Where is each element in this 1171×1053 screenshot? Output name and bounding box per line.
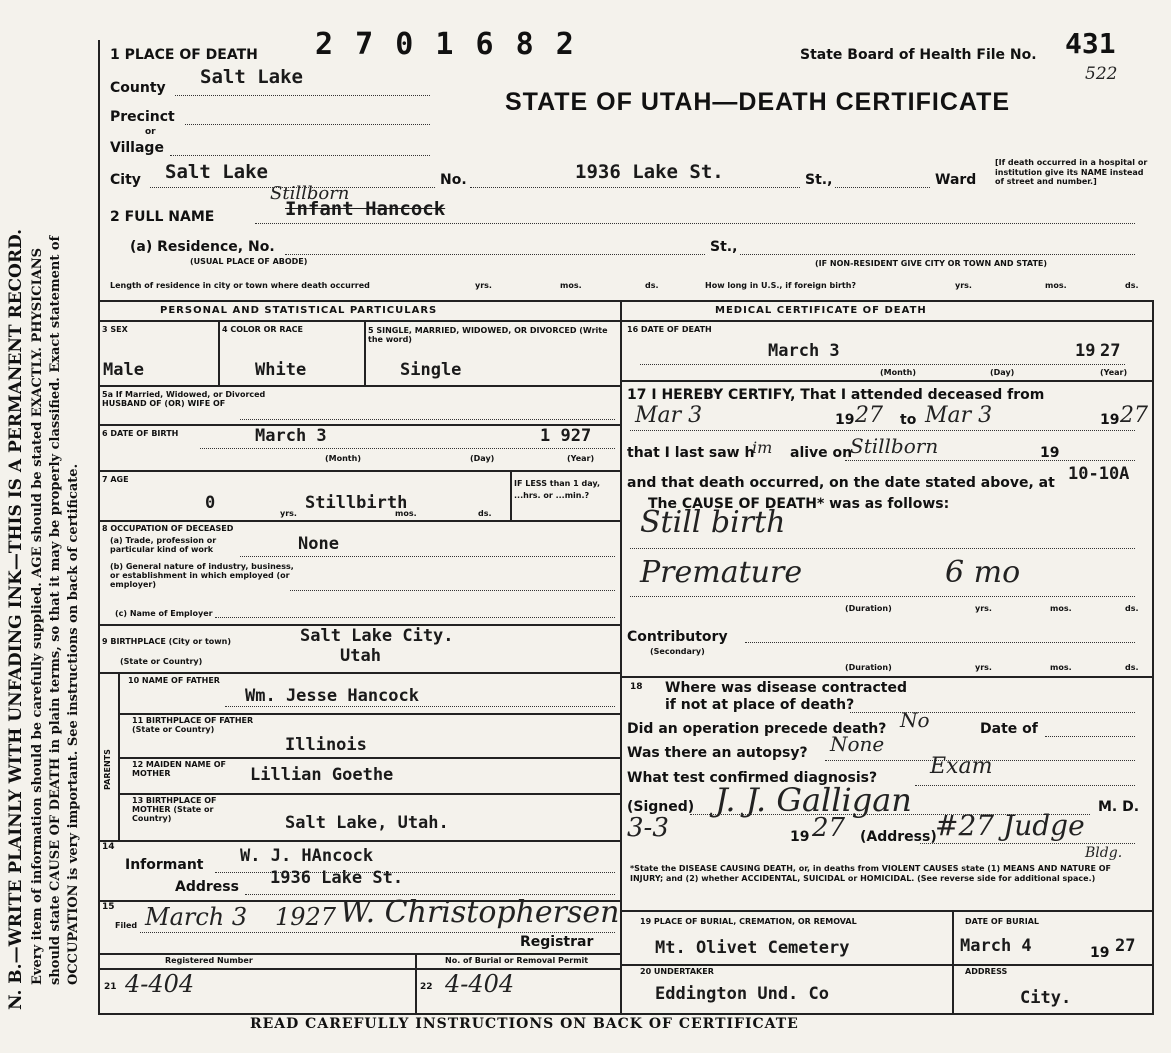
age-value: 0	[205, 493, 216, 513]
filed-year: 1927	[275, 903, 337, 931]
father-name: Wm. Jesse Hancock	[245, 686, 419, 706]
operation-value: No	[900, 708, 930, 732]
county-label: County	[110, 80, 166, 96]
informant-number: 14	[102, 842, 115, 852]
parents-tag: PARENTS	[103, 749, 112, 790]
county-value: Salt Lake	[200, 66, 303, 88]
father-birthplace-label: 11 BIRTHPLACE OF FATHER (State or Country)	[132, 716, 254, 735]
medical-heading: MEDICAL CERTIFICATE OF DEATH	[715, 305, 927, 316]
undertaker-address-label: ADDRESS	[965, 967, 1008, 976]
filed-number: 15	[102, 902, 115, 912]
death-year: 27	[1100, 341, 1121, 361]
md-label: M. D.	[1098, 799, 1140, 815]
autopsy-value: None	[830, 732, 885, 756]
informant-address: 1936 Lake St.	[270, 868, 404, 888]
attended-from-19: 19	[835, 412, 855, 428]
cause-duration-months: 6 mo	[945, 555, 1021, 590]
duration-mos-2: mos.	[1050, 663, 1072, 672]
residence-yrs: yrs.	[475, 281, 492, 290]
filed-date: March 3	[145, 903, 248, 931]
file-number: 431	[1065, 27, 1116, 60]
city-label: City	[110, 172, 141, 188]
dob-month-caption: (Month)	[325, 454, 361, 463]
attended-from-year: 27	[855, 403, 883, 428]
signed-year-prefix: 19	[790, 829, 810, 845]
file-no-label: State Board of Health File No.	[800, 47, 1037, 63]
date-of-label: Date of	[980, 721, 1038, 737]
burial-permit-label: No. of Burial or Removal Permit	[445, 956, 589, 965]
undertaker-address: City.	[1020, 988, 1072, 1008]
attended-to-year: 27	[1120, 403, 1148, 428]
signed-label: (Signed)	[627, 799, 695, 815]
death-year-prefix: 19	[1075, 341, 1096, 361]
duration-label-1: (Duration)	[845, 604, 892, 613]
q18-number: 18	[630, 682, 643, 692]
full-name-label: 2 FULL NAME	[110, 209, 215, 225]
or-label: or	[145, 127, 156, 137]
burial-date-label: DATE OF BURIAL	[965, 917, 1039, 926]
test-value: Exam	[930, 754, 993, 779]
duration-ds-1: ds.	[1125, 604, 1139, 613]
residence-mos: mos.	[560, 281, 582, 290]
sex-value: Male	[103, 360, 144, 380]
burial-permit-number: 4-404	[445, 970, 515, 998]
death-month-caption: (Month)	[880, 368, 916, 377]
section-divider	[98, 300, 1154, 302]
street-st-label: St.,	[805, 172, 833, 188]
secondary-label: (Secondary)	[650, 647, 705, 656]
ward-note: [If death occurred in a hospital or institution give its NAME instead of street and number.]	[995, 158, 1148, 187]
physician-address-label: (Address)	[860, 829, 937, 845]
duration-label-2: (Duration)	[845, 663, 892, 672]
burial-place-label: 19 PLACE OF BURIAL, CREMATION, OR REMOVAL	[640, 917, 857, 926]
dob-label: 6 DATE OF BIRTH	[102, 429, 179, 438]
ward-label: Ward	[935, 172, 977, 188]
mother-birthplace-label: 13 BIRTHPLACE OF MOTHER (State or Country)	[132, 796, 217, 824]
last-saw-fill: im	[752, 438, 773, 457]
us-yrs: yrs.	[955, 281, 972, 290]
length-of-residence-label: Length of residence in city or town where death occurred	[110, 281, 370, 290]
duration-yrs-1: yrs.	[975, 604, 992, 613]
birthplace-label: 9 BIRTHPLACE (City or town)	[102, 637, 232, 646]
form-bottom-border	[98, 1013, 1154, 1015]
cause-secondary: Premature	[640, 555, 803, 590]
nonresident-note: (IF NON-RESIDENT GIVE CITY OR TOWN AND STATE)	[815, 259, 1048, 268]
contracted-label: Where was disease contracted	[665, 680, 907, 696]
us-ds: ds.	[1125, 281, 1139, 290]
father-birthplace: Illinois	[285, 735, 367, 755]
operation-label: Did an operation precede death?	[627, 721, 887, 737]
signed-year: 27	[812, 813, 846, 843]
death-day-caption: (Day)	[990, 368, 1015, 377]
margin-instructions-1: Every item of information should be carefully supplied. AGE should be stated EXACTLY. PHYSICIANS	[30, 247, 45, 985]
full-name-correction: Stillborn	[270, 183, 350, 204]
attended-from-date: Mar 3	[635, 403, 703, 428]
age-ds: ds.	[478, 509, 492, 518]
informant-label: Informant	[125, 857, 204, 873]
less-than-day: IF LESS than 1 day, ...hrs. or ...min.?	[514, 479, 600, 500]
date-of-death-label: 16 DATE OF DEATH	[627, 325, 712, 334]
age-stillbirth: Stillbirth	[305, 493, 408, 513]
residence-ds: ds.	[645, 281, 659, 290]
age-mos: mos.	[395, 509, 417, 518]
city-value: Salt Lake	[165, 161, 268, 183]
duration-yrs-2: yrs.	[975, 663, 992, 672]
cause-footnote: *State the DISEASE CAUSING DEATH, or, in deaths from VIOLENT CAUSES state (1) MEANS AND NATURE OF INJURY; and (2) whether ACCIDENTAL, SUICIDAL or HOMICIDAL. (See reverse side for additional space.)	[630, 864, 1112, 884]
street-address-value: 1936 Lake St.	[575, 161, 724, 183]
burial-year-prefix: 19	[1090, 945, 1110, 961]
alive-on-label: alive on	[790, 445, 853, 461]
birthplace-state-label: (State or Country)	[120, 657, 203, 666]
death-year-caption: (Year)	[1100, 368, 1128, 377]
mother-birthplace: Salt Lake, Utah.	[285, 813, 449, 833]
certificate-number: 2 7 0 1 6 8 2	[315, 27, 576, 62]
age-yrs: yrs.	[280, 509, 297, 518]
birthplace-city: Salt Lake City.	[300, 626, 454, 646]
dob-value: March 3	[255, 426, 327, 446]
residence-sublabel: (USUAL PLACE OF ABODE)	[190, 257, 308, 266]
registered-number: 4-404	[125, 970, 195, 998]
personal-heading: PERSONAL AND STATISTICAL PARTICULARS	[160, 305, 438, 316]
birthplace-state: Utah	[340, 646, 381, 666]
last-saw-stillborn: Stillborn	[850, 434, 939, 458]
autopsy-label: Was there an autopsy?	[627, 745, 808, 761]
burial-place: Mt. Olivet Cemetery	[655, 938, 850, 958]
occupation-b-label: (b) General nature of industry, business, or establishment in which employed (or employer)	[110, 562, 294, 590]
attended-to-date: Mar 3	[925, 403, 993, 428]
physician-signature: J. J. Galligan	[715, 781, 912, 819]
dob-year: 1 927	[540, 426, 592, 446]
form-left-border	[98, 40, 100, 1015]
cause-label: The CAUSE OF DEATH* was as follows:	[648, 496, 950, 512]
us-residence-label: How long in U.S., if foreign birth?	[705, 281, 857, 290]
residence-st-label: St.,	[710, 239, 738, 255]
burial-date: March 4	[960, 936, 1032, 956]
margin-instructions-3: OCCUPATION is very important. See instructions on back of certificate.	[66, 463, 81, 985]
mother-name: Lillian Goethe	[250, 765, 394, 785]
dob-day-caption: (Day)	[470, 454, 495, 463]
certificate-title: STATE OF UTAH—DEATH CERTIFICATE	[505, 88, 1011, 116]
informant-value: W. J. HAncock	[240, 846, 374, 866]
marital-value: Single	[400, 360, 462, 380]
sex-label: 3 SEX	[102, 325, 128, 334]
employer-label: (c) Name of Employer	[115, 609, 213, 618]
certify-label: 17 I HEREBY CERTIFY, That I attended deceased from	[627, 387, 1045, 403]
occupation-label: 8 OCCUPATION OF DECEASED	[102, 524, 234, 533]
signed-date: 3-3	[627, 813, 669, 843]
full-name-value: Infant Hancock	[285, 198, 446, 220]
column-divider	[620, 300, 622, 1013]
margin-permanent-record: N. B.—WRITE PLAINLY WITH UNFADING INK—THIS IS A PERMANENT RECORD.	[6, 228, 26, 1010]
spouse-label: 5a If Married, Widowed, or Divorced HUSBAND OF (OR) WIFE OF	[102, 390, 266, 409]
color-value: White	[255, 360, 307, 380]
attended-to-19: 19	[1100, 412, 1120, 428]
us-mos: mos.	[1045, 281, 1067, 290]
color-label: 4 COLOR OR RACE	[222, 325, 304, 334]
marital-label: 5 SINGLE, MARRIED, WIDOWED, OR DIVORCED (Write the word)	[368, 326, 608, 345]
burial-permit-prefix: 22	[420, 982, 433, 992]
undertaker-name: Eddington Und. Co	[655, 984, 829, 1004]
dob-year-caption: (Year)	[567, 454, 595, 463]
informant-address-label: Address	[175, 879, 239, 895]
time-of-death: 10-10A	[1068, 464, 1130, 484]
mother-label: 12 MAIDEN NAME OF MOTHER	[132, 760, 226, 779]
contributory-label: Contributory	[627, 629, 728, 645]
duration-mos-1: mos.	[1050, 604, 1072, 613]
duration-ds-2: ds.	[1125, 663, 1139, 672]
age-label: 7 AGE	[102, 475, 129, 484]
undertaker-label: 20 UNDERTAKER	[640, 967, 714, 976]
physician-address-2: Bldg.	[1085, 845, 1123, 861]
footer-instructions: READ CAREFULLY INSTRUCTIONS ON BACK OF CERTIFICATE	[250, 1016, 799, 1032]
registrar-signature: W. Christophersen	[340, 895, 620, 930]
margin-instructions-2: should state CAUSE OF DEATH in plain terms, so that it may be properly classified. Exact statement of	[48, 235, 63, 985]
precinct-label: Precinct	[110, 109, 175, 125]
registrar-label: Registrar	[520, 934, 594, 950]
cause-primary: Still birth	[640, 505, 786, 540]
burial-year: 27	[1115, 936, 1136, 956]
test-label: What test confirmed diagnosis?	[627, 770, 878, 786]
village-label: Village	[110, 140, 164, 156]
contracted-label-2: if not at place of death?	[665, 697, 855, 713]
street-no-label: No.	[440, 172, 467, 188]
attended-to-word: to	[900, 412, 917, 428]
place-of-death-heading: 1 PLACE OF DEATH	[110, 47, 258, 63]
registered-prefix: 21	[104, 982, 117, 992]
form-right-border	[1152, 300, 1154, 1015]
file-number-sub: 522	[1085, 64, 1118, 84]
last-saw-label: that I last saw h	[627, 445, 755, 461]
physician-address: #27 Judge	[935, 809, 1085, 842]
registered-number-label: Registered Number	[165, 956, 253, 965]
last-saw-19: 19	[1040, 445, 1060, 461]
occurred-label: and that death occurred, on the date stated above, at	[627, 475, 1055, 491]
father-label: 10 NAME OF FATHER	[128, 676, 220, 685]
residence-label: (a) Residence, No.	[130, 239, 275, 255]
occupation-a-label: (a) Trade, profession or particular kind of work	[110, 536, 217, 555]
filed-label: Filed	[115, 921, 138, 930]
occupation-value: None	[298, 534, 339, 554]
death-date: March 3	[768, 341, 840, 361]
